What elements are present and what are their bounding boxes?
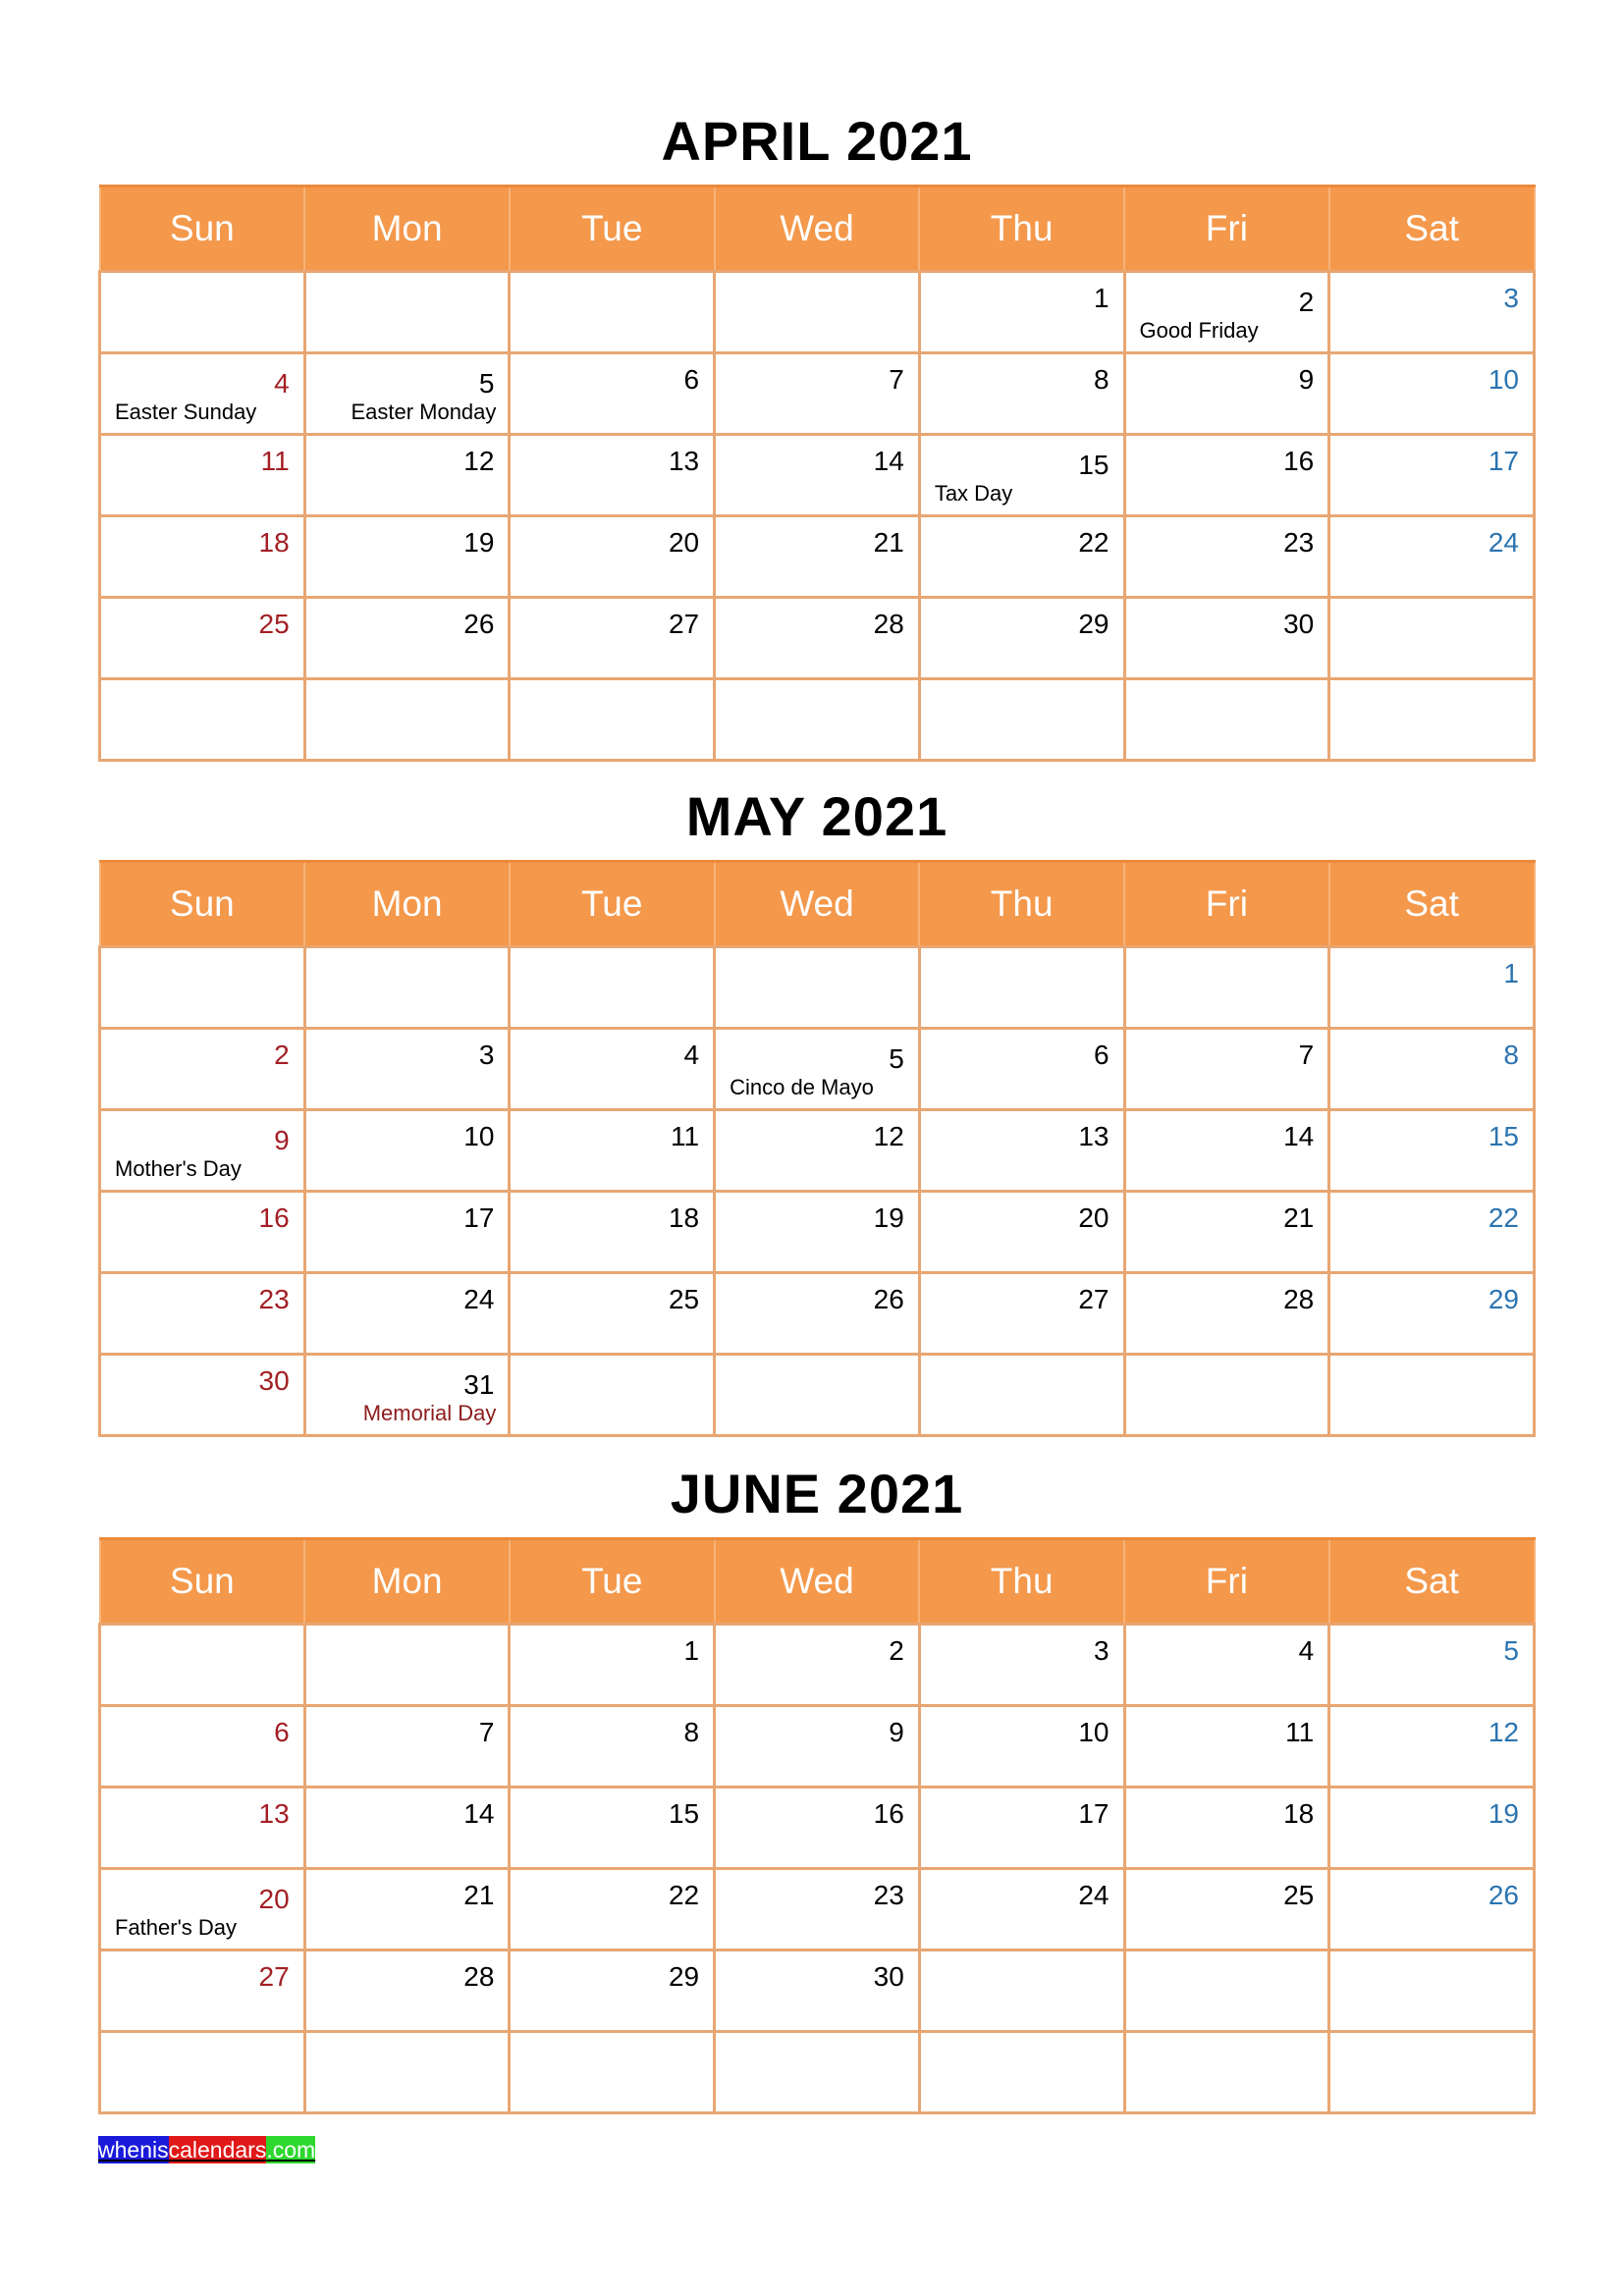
day-cell bbox=[919, 1355, 1124, 1436]
day-number: 25 bbox=[1283, 1880, 1315, 1910]
day-number: 4 bbox=[274, 368, 290, 399]
week-row bbox=[100, 1273, 1535, 1355]
month-title: MAY 2021 bbox=[685, 785, 948, 847]
day-number: 4 bbox=[1298, 1635, 1315, 1666]
weekday-header: Wed bbox=[715, 862, 920, 947]
day-cell[interactable] bbox=[919, 1029, 1124, 1110]
day-cell[interactable] bbox=[1124, 598, 1329, 679]
day-number: 18 bbox=[1283, 1798, 1315, 1829]
weekday-header: Mon bbox=[304, 187, 510, 272]
day-number: 9 bbox=[274, 1125, 290, 1155]
day-cell[interactable] bbox=[304, 516, 510, 598]
day-cell[interactable] bbox=[919, 1110, 1124, 1192]
day-number: 6 bbox=[274, 1717, 290, 1747]
day-cell bbox=[510, 679, 715, 761]
month-block bbox=[98, 1451, 1536, 2114]
day-cell[interactable] bbox=[304, 1706, 510, 1788]
day-cell bbox=[1329, 1950, 1535, 2032]
day-cell[interactable] bbox=[100, 1706, 305, 1788]
day-number: 8 bbox=[1503, 1040, 1519, 1070]
day-cell[interactable] bbox=[100, 598, 305, 679]
day-cell[interactable] bbox=[1329, 353, 1535, 435]
day-cell[interactable] bbox=[100, 1950, 305, 2032]
day-cell bbox=[1124, 1950, 1329, 2032]
day-cell[interactable] bbox=[100, 1788, 305, 1869]
day-cell[interactable] bbox=[304, 1192, 510, 1273]
day-cell[interactable] bbox=[1329, 947, 1535, 1029]
holiday-label: Good Friday bbox=[1139, 318, 1259, 343]
day-number: 23 bbox=[258, 1284, 290, 1314]
day-cell bbox=[919, 679, 1124, 761]
weekday-header-row bbox=[100, 1539, 1535, 1625]
day-cell[interactable] bbox=[100, 353, 305, 435]
day-number: 14 bbox=[873, 446, 904, 476]
weekday-header: Thu bbox=[919, 862, 1124, 947]
day-cell[interactable] bbox=[510, 1950, 715, 2032]
site-link-part-3[interactable]: .com bbox=[266, 2137, 316, 2163]
day-number: 3 bbox=[478, 1040, 495, 1070]
day-cell[interactable] bbox=[304, 435, 510, 516]
day-cell[interactable] bbox=[715, 516, 920, 598]
day-cell[interactable] bbox=[919, 1192, 1124, 1273]
day-cell bbox=[1124, 1355, 1329, 1436]
day-cell bbox=[1124, 947, 1329, 1029]
day-number: 15 bbox=[668, 1798, 700, 1829]
day-number: 1 bbox=[1503, 958, 1519, 988]
holiday-label: Cinco de Mayo bbox=[730, 1075, 874, 1099]
holiday-label: Father's Day bbox=[115, 1915, 238, 1940]
day-cell[interactable] bbox=[1329, 1273, 1535, 1355]
day-cell bbox=[304, 679, 510, 761]
day-cell bbox=[100, 1625, 305, 1706]
holiday-label: Mother's Day bbox=[115, 1156, 242, 1181]
day-number: 27 bbox=[258, 1961, 290, 1992]
day-number: 15 bbox=[1488, 1121, 1519, 1151]
weekday-header: Sun bbox=[100, 862, 305, 947]
day-cell bbox=[510, 947, 715, 1029]
day-cell[interactable] bbox=[1329, 272, 1535, 353]
month-grid bbox=[98, 1537, 1536, 2114]
day-cell[interactable] bbox=[919, 1625, 1124, 1706]
day-cell[interactable] bbox=[919, 353, 1124, 435]
day-cell bbox=[510, 272, 715, 353]
day-cell bbox=[715, 272, 920, 353]
day-cell[interactable] bbox=[1124, 1110, 1329, 1192]
day-cell bbox=[1329, 2032, 1535, 2113]
day-cell[interactable] bbox=[1124, 1192, 1329, 1273]
day-number: 10 bbox=[1488, 364, 1519, 395]
weekday-header: Wed bbox=[715, 187, 920, 272]
day-number: 13 bbox=[1078, 1121, 1110, 1151]
day-number: 21 bbox=[1283, 1202, 1315, 1233]
day-number: 7 bbox=[889, 364, 904, 395]
day-cell[interactable] bbox=[510, 435, 715, 516]
week-row bbox=[100, 679, 1535, 761]
day-number: 28 bbox=[1283, 1284, 1315, 1314]
day-cell[interactable] bbox=[919, 1706, 1124, 1788]
month-title: APRIL 2021 bbox=[661, 110, 973, 172]
holiday-label: Memorial Day bbox=[362, 1401, 497, 1425]
day-cell[interactable] bbox=[100, 516, 305, 598]
day-cell[interactable] bbox=[510, 1788, 715, 1869]
day-cell[interactable] bbox=[919, 516, 1124, 598]
day-number: 29 bbox=[1488, 1284, 1519, 1314]
day-number: 13 bbox=[258, 1798, 290, 1829]
day-cell bbox=[100, 947, 305, 1029]
day-cell[interactable] bbox=[715, 1950, 920, 2032]
day-number: 23 bbox=[1283, 527, 1315, 558]
day-cell[interactable] bbox=[510, 598, 715, 679]
day-cell[interactable] bbox=[919, 1869, 1124, 1950]
day-number: 27 bbox=[1078, 1284, 1110, 1314]
day-number: 30 bbox=[1283, 609, 1315, 639]
day-cell bbox=[1124, 2032, 1329, 2113]
day-cell[interactable] bbox=[304, 1273, 510, 1355]
day-cell[interactable] bbox=[715, 1029, 920, 1110]
day-cell[interactable] bbox=[304, 1029, 510, 1110]
day-number: 9 bbox=[889, 1717, 904, 1747]
weekday-header: Fri bbox=[1124, 187, 1329, 272]
day-number: 16 bbox=[1283, 446, 1315, 476]
weekday-header: Thu bbox=[919, 1539, 1124, 1625]
day-number: 2 bbox=[274, 1040, 290, 1070]
day-cell[interactable] bbox=[1124, 272, 1329, 353]
day-number: 21 bbox=[873, 527, 904, 558]
day-number: 7 bbox=[1298, 1040, 1315, 1070]
day-cell[interactable] bbox=[1329, 1625, 1535, 1706]
month-block bbox=[98, 98, 1536, 762]
day-cell[interactable] bbox=[1329, 516, 1535, 598]
week-row bbox=[100, 1029, 1535, 1110]
week-row bbox=[100, 947, 1535, 1029]
day-number: 10 bbox=[463, 1121, 495, 1151]
weekday-header: Sun bbox=[100, 1539, 305, 1625]
day-cell[interactable] bbox=[100, 1869, 305, 1950]
day-number: 26 bbox=[873, 1284, 904, 1314]
weekday-header: Tue bbox=[510, 187, 715, 272]
day-cell bbox=[1124, 679, 1329, 761]
week-row bbox=[100, 435, 1535, 516]
day-number: 2 bbox=[889, 1635, 904, 1666]
day-cell[interactable] bbox=[715, 1788, 920, 1869]
day-number: 10 bbox=[1078, 1717, 1110, 1747]
day-number: 12 bbox=[1488, 1717, 1519, 1747]
day-cell bbox=[304, 272, 510, 353]
site-link[interactable] bbox=[98, 2136, 315, 2163]
holiday-label: Easter Sunday bbox=[115, 400, 257, 424]
day-number: 18 bbox=[258, 527, 290, 558]
day-cell[interactable] bbox=[1124, 1869, 1329, 1950]
day-number: 14 bbox=[463, 1798, 495, 1829]
day-number: 27 bbox=[668, 609, 700, 639]
day-cell[interactable] bbox=[304, 1869, 510, 1950]
week-row bbox=[100, 598, 1535, 679]
day-number: 20 bbox=[668, 527, 700, 558]
week-row bbox=[100, 1706, 1535, 1788]
day-number: 5 bbox=[478, 368, 495, 399]
day-cell[interactable] bbox=[510, 516, 715, 598]
day-number: 11 bbox=[1285, 1717, 1315, 1747]
day-cell[interactable] bbox=[1124, 1625, 1329, 1706]
weekday-header: Sat bbox=[1329, 862, 1535, 947]
day-cell[interactable] bbox=[715, 1869, 920, 1950]
day-number: 2 bbox=[1298, 287, 1315, 317]
day-number: 11 bbox=[671, 1121, 700, 1151]
day-cell[interactable] bbox=[715, 598, 920, 679]
day-number: 8 bbox=[683, 1717, 700, 1747]
weekday-header: Sat bbox=[1329, 187, 1535, 272]
day-cell bbox=[715, 679, 920, 761]
day-cell[interactable] bbox=[304, 353, 510, 435]
day-number: 3 bbox=[1503, 283, 1519, 313]
day-number: 21 bbox=[463, 1880, 495, 1910]
month-grid bbox=[98, 185, 1536, 762]
week-row bbox=[100, 516, 1535, 598]
day-number: 30 bbox=[873, 1961, 904, 1992]
day-cell[interactable] bbox=[510, 1110, 715, 1192]
day-number: 19 bbox=[1488, 1798, 1519, 1829]
weekday-header-row bbox=[100, 187, 1535, 272]
day-number: 4 bbox=[683, 1040, 700, 1070]
day-cell[interactable] bbox=[510, 1869, 715, 1950]
day-number: 9 bbox=[1298, 364, 1315, 395]
day-cell bbox=[1329, 679, 1535, 761]
day-cell[interactable] bbox=[1124, 1273, 1329, 1355]
day-number: 16 bbox=[873, 1798, 904, 1829]
day-number: 29 bbox=[1078, 609, 1110, 639]
day-number: 17 bbox=[1078, 1798, 1110, 1829]
day-cell[interactable] bbox=[715, 1273, 920, 1355]
day-cell[interactable] bbox=[510, 1625, 715, 1706]
day-cell bbox=[100, 679, 305, 761]
day-cell[interactable] bbox=[510, 1192, 715, 1273]
day-cell[interactable] bbox=[100, 1192, 305, 1273]
holiday-label: Easter Monday bbox=[351, 400, 497, 424]
day-number: 26 bbox=[1488, 1880, 1519, 1910]
day-cell bbox=[715, 2032, 920, 2113]
day-number: 26 bbox=[463, 609, 495, 639]
week-row bbox=[100, 1788, 1535, 1869]
day-cell[interactable] bbox=[1124, 516, 1329, 598]
site-link-part-1[interactable]: whenis bbox=[98, 2137, 169, 2163]
day-cell[interactable] bbox=[919, 272, 1124, 353]
day-number: 22 bbox=[668, 1880, 700, 1910]
day-cell bbox=[1329, 1355, 1535, 1436]
day-cell bbox=[715, 947, 920, 1029]
day-number: 16 bbox=[258, 1202, 290, 1233]
week-row bbox=[100, 272, 1535, 353]
day-number: 5 bbox=[1503, 1635, 1519, 1666]
week-row bbox=[100, 1192, 1535, 1273]
day-cell[interactable] bbox=[510, 353, 715, 435]
weekday-header: Wed bbox=[715, 1539, 920, 1625]
day-cell bbox=[715, 1355, 920, 1436]
day-cell[interactable] bbox=[304, 598, 510, 679]
day-number: 24 bbox=[1078, 1880, 1110, 1910]
day-cell[interactable] bbox=[1329, 435, 1535, 516]
month-block bbox=[98, 774, 1536, 1437]
day-cell[interactable] bbox=[1329, 1110, 1535, 1192]
day-cell[interactable] bbox=[1124, 1706, 1329, 1788]
day-number: 22 bbox=[1078, 527, 1110, 558]
day-cell[interactable] bbox=[510, 1029, 715, 1110]
day-number: 8 bbox=[1093, 364, 1110, 395]
day-cell[interactable] bbox=[715, 353, 920, 435]
weekday-header: Sat bbox=[1329, 1539, 1535, 1625]
day-cell[interactable] bbox=[919, 435, 1124, 516]
day-number: 1 bbox=[683, 1635, 700, 1666]
day-cell[interactable] bbox=[304, 1110, 510, 1192]
week-row bbox=[100, 353, 1535, 435]
day-cell bbox=[510, 2032, 715, 2113]
day-cell[interactable] bbox=[1124, 353, 1329, 435]
weekday-header: Mon bbox=[304, 1539, 510, 1625]
day-number: 30 bbox=[258, 1365, 290, 1396]
week-row bbox=[100, 1110, 1535, 1192]
day-cell[interactable] bbox=[715, 1706, 920, 1788]
month-title: JUNE 2021 bbox=[670, 1463, 964, 1524]
day-cell[interactable] bbox=[919, 598, 1124, 679]
day-cell bbox=[1329, 598, 1535, 679]
day-cell bbox=[304, 947, 510, 1029]
day-number: 12 bbox=[463, 446, 495, 476]
day-cell bbox=[919, 2032, 1124, 2113]
day-cell[interactable] bbox=[304, 1950, 510, 2032]
day-number: 7 bbox=[478, 1717, 495, 1747]
day-cell[interactable] bbox=[919, 1273, 1124, 1355]
day-number: 11 bbox=[260, 446, 290, 476]
weekday-header: Mon bbox=[304, 862, 510, 947]
day-number: 19 bbox=[873, 1202, 904, 1233]
weekday-header: Fri bbox=[1124, 862, 1329, 947]
day-cell[interactable] bbox=[1124, 435, 1329, 516]
day-number: 13 bbox=[668, 446, 700, 476]
weekday-header: Fri bbox=[1124, 1539, 1329, 1625]
day-cell bbox=[304, 1625, 510, 1706]
day-cell[interactable] bbox=[715, 435, 920, 516]
day-cell[interactable] bbox=[100, 1110, 305, 1192]
day-cell[interactable] bbox=[1329, 1788, 1535, 1869]
day-cell[interactable] bbox=[304, 1355, 510, 1436]
day-cell[interactable] bbox=[100, 1029, 305, 1110]
week-row bbox=[100, 1355, 1535, 1436]
day-number: 28 bbox=[463, 1961, 495, 1992]
week-row bbox=[100, 2032, 1535, 2113]
day-number: 6 bbox=[683, 364, 700, 395]
day-number: 15 bbox=[1078, 450, 1110, 480]
day-cell[interactable] bbox=[304, 1788, 510, 1869]
day-cell[interactable] bbox=[1124, 1029, 1329, 1110]
day-number: 12 bbox=[873, 1121, 904, 1151]
day-cell[interactable] bbox=[919, 1788, 1124, 1869]
week-row bbox=[100, 1950, 1535, 2032]
day-number: 22 bbox=[1488, 1202, 1519, 1233]
day-cell[interactable] bbox=[1329, 1192, 1535, 1273]
day-number: 14 bbox=[1283, 1121, 1315, 1151]
month-grid bbox=[98, 860, 1536, 1437]
day-number: 6 bbox=[1093, 1040, 1110, 1070]
day-cell[interactable] bbox=[510, 1273, 715, 1355]
day-number: 18 bbox=[668, 1202, 700, 1233]
weekday-header: Tue bbox=[510, 1539, 715, 1625]
day-cell bbox=[100, 2032, 305, 2113]
holiday-label: Tax Day bbox=[934, 481, 1013, 506]
day-cell[interactable] bbox=[1329, 1869, 1535, 1950]
day-number: 25 bbox=[668, 1284, 700, 1314]
day-cell[interactable] bbox=[100, 1355, 305, 1436]
day-number: 19 bbox=[463, 527, 495, 558]
day-cell bbox=[919, 947, 1124, 1029]
day-cell[interactable] bbox=[715, 1625, 920, 1706]
day-cell[interactable] bbox=[100, 435, 305, 516]
weekday-header-row bbox=[100, 862, 1535, 947]
week-row bbox=[100, 1869, 1535, 1950]
day-number: 31 bbox=[463, 1369, 495, 1400]
day-number: 1 bbox=[1093, 283, 1110, 313]
day-cell[interactable] bbox=[1329, 1029, 1535, 1110]
day-number: 5 bbox=[889, 1043, 904, 1074]
day-cell[interactable] bbox=[100, 1273, 305, 1355]
day-number: 24 bbox=[463, 1284, 495, 1314]
day-number: 28 bbox=[873, 609, 904, 639]
weekday-header: Thu bbox=[919, 187, 1124, 272]
day-cell[interactable] bbox=[510, 1706, 715, 1788]
day-number: 3 bbox=[1093, 1635, 1110, 1666]
weekday-header: Tue bbox=[510, 862, 715, 947]
day-number: 17 bbox=[1488, 446, 1519, 476]
day-cell bbox=[919, 1950, 1124, 2032]
day-cell bbox=[510, 1355, 715, 1436]
day-cell[interactable] bbox=[715, 1110, 920, 1192]
day-cell[interactable] bbox=[715, 1192, 920, 1273]
day-cell bbox=[100, 272, 305, 353]
day-number: 29 bbox=[668, 1961, 700, 1992]
site-link-part-2[interactable]: calendars bbox=[168, 2137, 267, 2163]
day-number: 17 bbox=[463, 1202, 495, 1233]
day-cell[interactable] bbox=[1329, 1706, 1535, 1788]
day-cell[interactable] bbox=[1124, 1788, 1329, 1869]
day-cell bbox=[304, 2032, 510, 2113]
weekday-header: Sun bbox=[100, 187, 305, 272]
week-row bbox=[100, 1625, 1535, 1706]
day-number: 24 bbox=[1488, 527, 1519, 558]
day-number: 20 bbox=[1078, 1202, 1110, 1233]
day-number: 20 bbox=[258, 1884, 290, 1914]
day-number: 23 bbox=[873, 1880, 904, 1910]
day-number: 25 bbox=[258, 609, 290, 639]
